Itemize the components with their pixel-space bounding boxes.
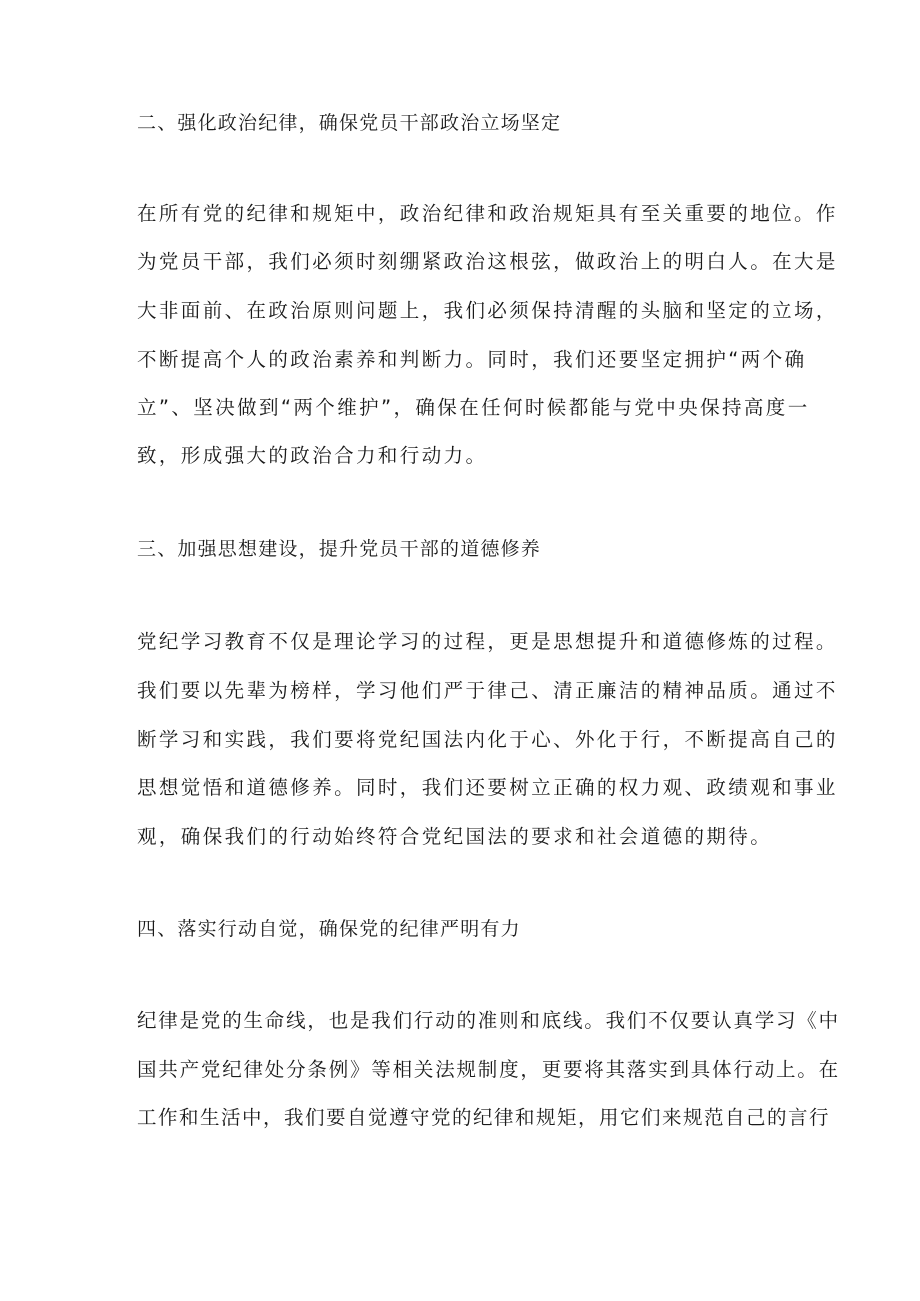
section-heading: 四、落实行动自觉，确保党的纪律严明有力 — [137, 918, 521, 940]
paragraph-line: 大非面前、在政治原则问题上，我们必须保持清醒的头脑和坚定的立场， — [137, 299, 838, 322]
paragraph-line: 致，形成强大的政治合力和行动力。 — [137, 444, 488, 467]
paragraph-line: 断学习和实践，我们要将党纪国法内化于心、外化于行，不断提高自己的 — [137, 728, 838, 751]
paragraph-line: 我们要以先辈为榜样，学习他们严于律己、清正廉洁的精神品质。通过不 — [137, 679, 838, 702]
paragraph-line: 国共产党纪律处分条例》等相关法规制度，更要将其落实到具体行动上。在 — [137, 1058, 840, 1081]
paragraph-line: 在所有党的纪律和规矩中，政治纪律和政治规矩具有至关重要的地位。作 — [137, 202, 838, 225]
paragraph-line: 党纪学习教育不仅是理论学习的过程，更是思想提升和道德修炼的过程。 — [137, 630, 838, 653]
paragraph-line: 为党员干部，我们必须时刻绷紧政治这根弦，做政治上的明白人。在大是 — [137, 250, 838, 273]
paragraph-line: 思想觉悟和道德修养。同时，我们还要树立正确的权力观、政绩观和事业 — [137, 776, 838, 799]
paragraph-line: 纪律是党的生命线，也是我们行动的准则和底线。我们不仅要认真学习《中 — [137, 1009, 840, 1032]
paragraph-line: 工作和生活中，我们要自觉遵守党的纪律和规矩，用它们来规范自己的言行 — [137, 1106, 831, 1129]
paragraph-line: 观，确保我们的行动始终符合党纪国法的要求和社会道德的期待。 — [137, 825, 773, 848]
section-heading: 三、加强思想建设，提升党员干部的道德修养 — [137, 538, 542, 560]
paragraph-line: 不断提高个人的政治素养和判断力。同时，我们还要坚定拥护“两个确 — [137, 348, 807, 371]
section-heading: 二、强化政治纪律，确保党员干部政治立场坚定 — [137, 112, 562, 134]
paragraph-line: 立”、坚决做到“两个维护”，确保在任何时候都能与党中央保持高度一 — [137, 396, 810, 419]
